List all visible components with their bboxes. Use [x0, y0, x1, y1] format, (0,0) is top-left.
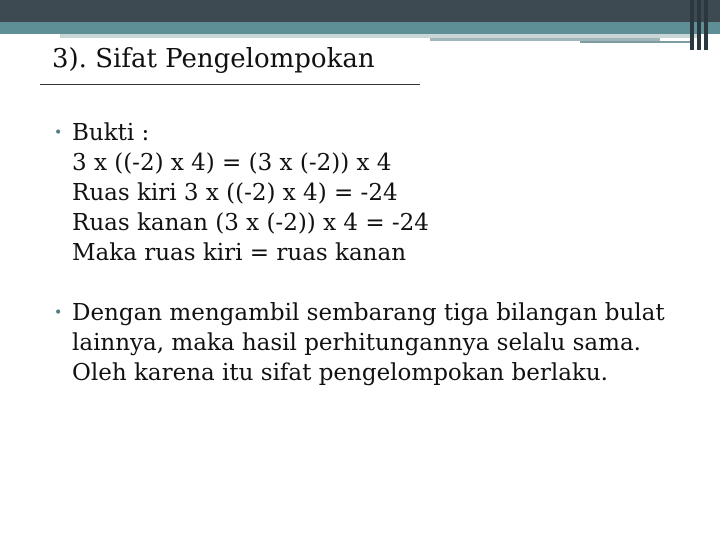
corner-stripe	[697, 0, 701, 50]
header-band-teal	[0, 22, 720, 34]
bullet-dot-icon: •	[54, 305, 63, 321]
corner-stripe	[690, 0, 694, 50]
proof-right-side: Ruas kanan (3 x (-2)) x 4 = -24	[72, 210, 429, 236]
header-band-accent-small	[580, 41, 690, 43]
bullet-proof	[50, 118, 690, 268]
proof-conclusion: Maka ruas kiri = ruas kanan	[72, 240, 407, 266]
bullet-dot-icon: •	[54, 125, 63, 141]
bullet-generalization	[50, 298, 690, 388]
slide-content	[50, 118, 690, 418]
header-band-dark	[0, 0, 720, 22]
proof-equation: 3 x ((-2) x 4) = (3 x (-2)) x 4	[72, 150, 392, 176]
corner-stripe	[704, 0, 708, 50]
proof-left-side: Ruas kiri 3 x ((-2) x 4) = -24	[72, 180, 398, 206]
corner-stripes	[690, 0, 720, 50]
slide-title: 3). Sifat Pengelompokan	[52, 44, 375, 74]
generalization-text: Dengan mengambil sembarang tiga bilangan bulat lainnya, maka hasil perhitungannya selalu sama. Oleh karena itu sifat pengelompokan berlaku.	[72, 300, 665, 386]
title-underline	[40, 84, 420, 85]
proof-heading: Bukti :	[72, 120, 150, 146]
